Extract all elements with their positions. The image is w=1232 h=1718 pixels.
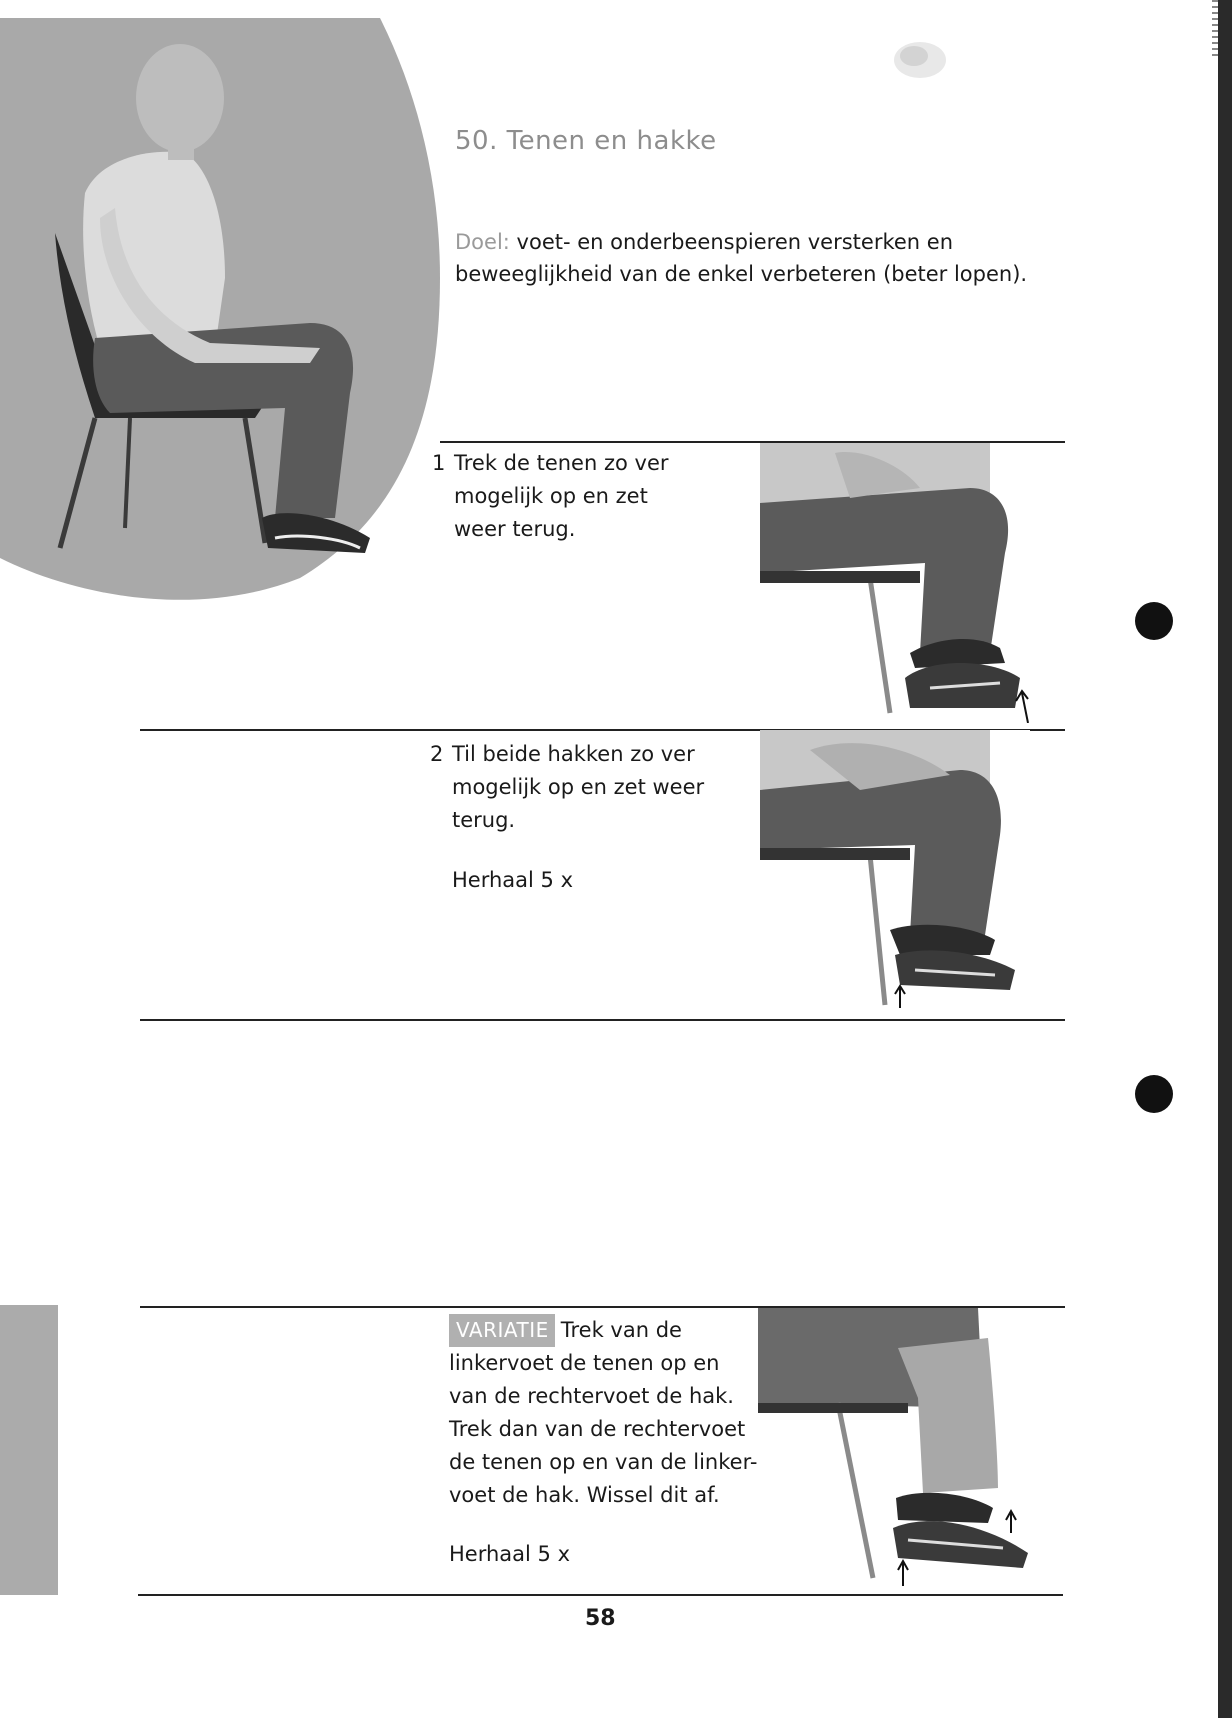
- variation-line: Trek dan van de rechtervoet: [449, 1417, 746, 1441]
- binder-hole-icon: [1135, 1075, 1173, 1113]
- toes-raised-photo: [760, 443, 1050, 723]
- variation-line: de tenen op en van de linker-: [449, 1450, 758, 1474]
- toe-heel-alternate-photo: [758, 1308, 1038, 1588]
- seated-man-photo: [0, 18, 440, 608]
- scan-edge-marks: [1212, 0, 1218, 60]
- step-line: mogelijk op en zet: [454, 484, 648, 508]
- variation-line: Trek van de: [560, 1318, 682, 1342]
- step-line: weer terug.: [454, 517, 576, 541]
- step-line: terug.: [452, 808, 516, 832]
- exercise-goal: [455, 226, 1075, 290]
- divider: [140, 1019, 1065, 1021]
- step-number: 2: [430, 742, 444, 766]
- variation-badge: VARIATIE: [449, 1314, 555, 1347]
- step-number: 1: [432, 451, 446, 475]
- variation-block: [449, 1314, 769, 1512]
- step-2-repeat: Herhaal 5 x: [452, 868, 573, 892]
- step-1: [432, 447, 732, 546]
- binder-hole-icon: [1135, 602, 1173, 640]
- step-line: Trek de tenen zo ver: [454, 451, 669, 475]
- variation-repeat: Herhaal 5 x: [449, 1542, 570, 1566]
- variation-line: linkervoet de tenen op en: [449, 1351, 720, 1375]
- scan-smudge: [882, 30, 952, 85]
- variation-line: voet de hak. Wissel dit af.: [449, 1483, 720, 1507]
- goal-label: Doel:: [455, 230, 510, 254]
- divider: [138, 1594, 1063, 1596]
- heels-raised-photo: [760, 730, 1030, 1010]
- page-number: 58: [585, 1606, 616, 1631]
- step-line: Til beide hakken zo ver: [452, 742, 695, 766]
- goal-text: voet- en onderbeenspieren versterken en beweeglijkheid van de enkel verbeteren (beter lopen).: [455, 230, 1028, 286]
- exercise-title: 50. Tenen en hakke: [455, 126, 717, 156]
- scan-edge: [1218, 0, 1232, 1718]
- variation-line: van de rechtervoet de hak.: [449, 1384, 734, 1408]
- step-2: [430, 738, 760, 837]
- step-line: mogelijk op en zet weer: [452, 775, 705, 799]
- chapter-tab: [0, 1305, 58, 1595]
